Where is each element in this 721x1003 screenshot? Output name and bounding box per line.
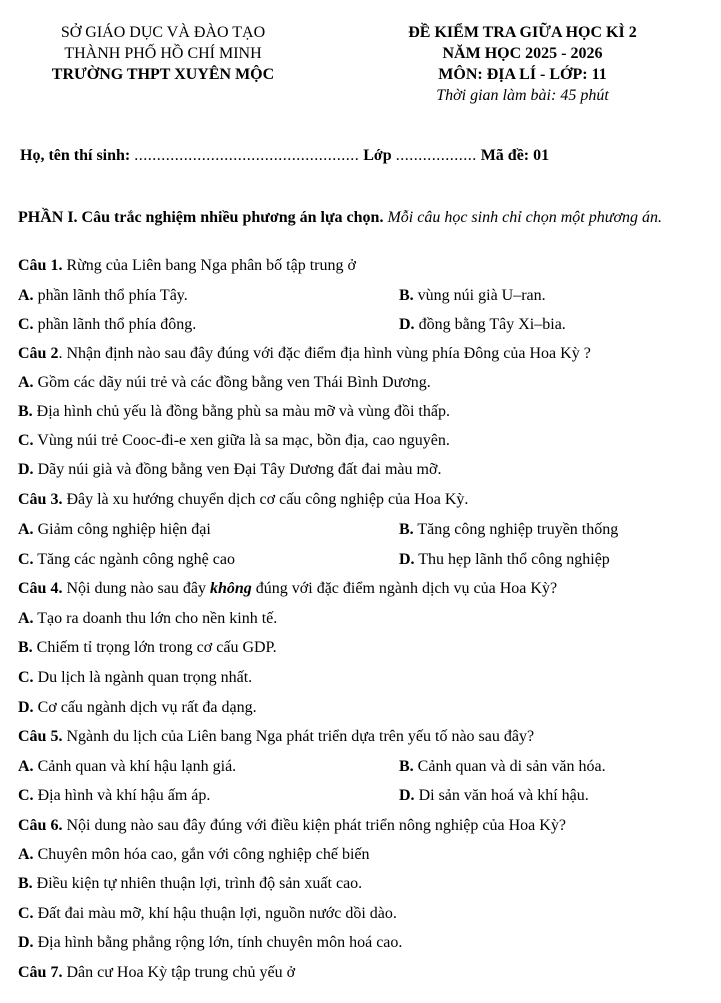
option-b: [399, 757, 606, 777]
option-key: D.: [18, 461, 34, 478]
student-name-label: Họ, tên thí sinh:: [20, 147, 131, 164]
option-key: B.: [399, 287, 414, 304]
question-4: [18, 579, 557, 599]
option-key: B.: [399, 521, 414, 538]
option-text: Địa hình bằng phẳng rộng lớn, tính chuyên môn hoá cao.: [37, 934, 403, 951]
option-text: Giảm công nghiệp hiện đại: [37, 521, 211, 538]
question-text: Nội dung nào sau đây đúng với điều kiện phát triển nông nghiệp của Hoa Kỳ?: [66, 817, 566, 834]
option-b: [18, 638, 277, 658]
option-a: [18, 845, 370, 865]
option-text: Dãy núi già và đồng bằng ven Đại Tây Dương đất đai màu mỡ.: [37, 461, 442, 478]
option-text: Tạo ra doanh thu lớn cho nền kinh tế.: [37, 610, 278, 627]
option-text: vùng núi già U–ran.: [417, 287, 546, 304]
question-2: [18, 344, 591, 364]
question-number: Câu 2: [18, 345, 59, 362]
option-d: [18, 933, 402, 953]
option-key: B.: [18, 639, 33, 656]
option-c: [18, 550, 235, 570]
option-a: [18, 757, 236, 777]
option-key: A.: [18, 846, 34, 863]
option-text: Di sản văn hoá và khí hậu.: [418, 787, 589, 804]
option-text: Điều kiện tự nhiên thuận lợi, trình độ sản xuất cao.: [36, 875, 363, 892]
option-text: phần lãnh thổ phía đông.: [37, 316, 197, 333]
option-text: phần lãnh thổ phía Tây.: [37, 287, 188, 304]
student-info-line: [20, 146, 695, 166]
option-d: [399, 550, 610, 570]
option-key: A.: [18, 758, 34, 775]
option-c: [18, 315, 196, 335]
question-number: Câu 3.: [18, 491, 63, 508]
option-text: Cảnh quan và di sản văn hóa.: [417, 758, 606, 775]
question-text: Đây là xu hướng chuyển dịch cơ cấu công nghiệp của Hoa Kỳ.: [66, 491, 469, 508]
question-text-end: đúng với đặc điểm ngành dịch vụ của Hoa Kỳ?: [255, 580, 558, 597]
part-instruction: Mỗi câu học sinh chỉ chọn một phương án.: [387, 209, 663, 226]
part-title: PHẦN I. Câu trắc nghiệm nhiều phương án lựa chọn.: [18, 209, 384, 226]
department-name: SỞ GIÁO DỤC VÀ ĐÀO TẠO: [60, 24, 266, 41]
option-a: [18, 286, 188, 306]
option-c: [18, 431, 450, 451]
option-text: Du lịch là ngành quan trọng nhất.: [37, 669, 253, 686]
option-text: Địa hình và khí hậu ấm áp.: [37, 787, 211, 804]
option-b: [18, 874, 362, 894]
option-key: C.: [18, 316, 34, 333]
option-c: [18, 668, 252, 688]
option-key: D.: [18, 699, 34, 716]
school-name: TRƯỜNG THPT XUYÊN MỘC: [51, 66, 275, 83]
option-key: D.: [399, 316, 415, 333]
exam-title: ĐỀ KIỂM TRA GIỮA HỌC KÌ 2: [408, 24, 637, 41]
question-text: Ngành du lịch của Liên bang Nga phát triển dựa trên yếu tố nào sau đây?: [66, 728, 535, 745]
class-field: ..................: [395, 147, 477, 164]
class-label: Lớp: [363, 147, 392, 164]
question-number: Câu 1.: [18, 257, 63, 274]
question-number: Câu 6.: [18, 817, 63, 834]
option-a: [18, 609, 277, 629]
exam-duration: Thời gian làm bài: 45 phút: [436, 87, 609, 104]
option-key: C.: [18, 787, 34, 804]
option-key: C.: [18, 669, 34, 686]
school-year: NĂM HỌC 2025 - 2026: [442, 45, 603, 62]
option-text: Gồm các dãy núi trẻ và các đồng bằng ven Thái Bình Dương.: [37, 374, 431, 391]
exam-code: Mã đề: 01: [480, 147, 550, 164]
option-key: D.: [18, 934, 34, 951]
option-text: Tăng các ngành công nghệ cao: [37, 551, 235, 568]
option-d: [18, 460, 441, 480]
exam-header: [345, 22, 700, 106]
option-c: [18, 904, 397, 924]
option-d: [399, 315, 566, 335]
question-3: [18, 490, 468, 510]
question-6: [18, 816, 566, 836]
option-a: [18, 373, 431, 393]
question-text: . Nhận định nào sau đây đúng với đặc điểm địa hình vùng phía Đông của Hoa Kỳ ?: [58, 345, 591, 362]
option-b: [18, 402, 450, 422]
option-text: Thu hẹp lãnh thổ công nghiệp: [418, 551, 610, 568]
option-key: B.: [18, 403, 33, 420]
option-key: B.: [399, 758, 414, 775]
option-key: A.: [18, 287, 34, 304]
student-name-field: ..................................................: [134, 147, 360, 164]
option-key: D.: [399, 551, 415, 568]
school-header: [22, 22, 304, 85]
question-number: Câu 7.: [18, 964, 63, 981]
option-key: A.: [18, 610, 34, 627]
option-key: C.: [18, 432, 34, 449]
question-1: [18, 256, 356, 276]
option-key: B.: [18, 875, 33, 892]
option-text: Cảnh quan và khí hậu lạnh giá.: [37, 758, 237, 775]
option-c: [18, 786, 210, 806]
option-text: Địa hình chủ yếu là đồng bằng phù sa màu mỡ và vùng đồi thấp.: [36, 403, 450, 420]
option-key: D.: [399, 787, 415, 804]
option-text: Vùng núi trẻ Cooc-đi-e xen giữa là sa mạc, bồn địa, cao nguyên.: [37, 432, 450, 449]
part-heading: [18, 206, 706, 229]
option-key: A.: [18, 521, 34, 538]
option-text: Chuyên môn hóa cao, gắn với công nghiệp chế biến: [37, 846, 370, 863]
option-text: Đất đai màu mỡ, khí hậu thuận lợi, nguồn nước dồi dào.: [37, 905, 397, 922]
option-d: [18, 698, 257, 718]
option-key: C.: [18, 905, 34, 922]
city-name: THÀNH PHỐ HỒ CHÍ MINH: [64, 45, 262, 62]
option-text: Chiếm tỉ trọng lớn trong cơ cấu GDP.: [36, 639, 277, 656]
option-b: [399, 286, 546, 306]
question-text: Nội dung nào sau đây: [66, 580, 206, 597]
option-text: Tăng công nghiệp truyền thống: [417, 521, 619, 538]
question-text: Dân cư Hoa Kỳ tập trung chủ yếu ở: [66, 964, 296, 981]
question-number: Câu 5.: [18, 728, 63, 745]
question-emphasis: không: [209, 580, 252, 597]
question-7: [18, 963, 295, 983]
option-a: [18, 520, 211, 540]
question-text: Rừng của Liên bang Nga phân bố tập trung ở: [66, 257, 356, 274]
option-key: C.: [18, 551, 34, 568]
question-number: Câu 4.: [18, 580, 63, 597]
option-d: [399, 786, 589, 806]
option-text: Cơ cấu ngành dịch vụ rất đa dạng.: [37, 699, 257, 716]
question-5: [18, 727, 534, 747]
option-b: [399, 520, 618, 540]
option-key: A.: [18, 374, 34, 391]
option-text: đồng bằng Tây Xi–bia.: [418, 316, 566, 333]
subject-grade: MÔN: ĐỊA LÍ - LỚP: 11: [438, 66, 607, 83]
